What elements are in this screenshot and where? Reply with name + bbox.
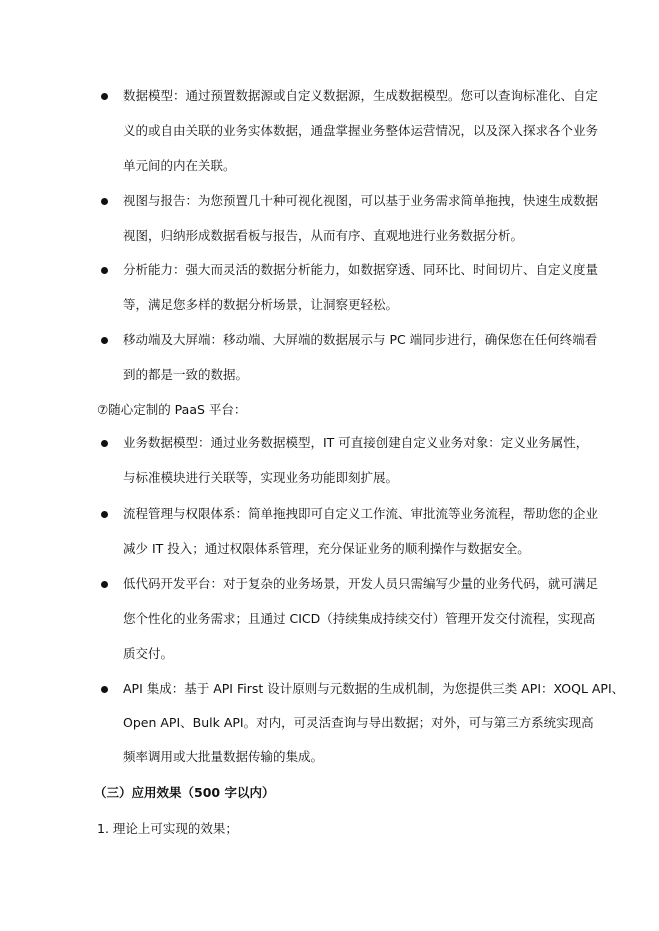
bullet-icon (101, 511, 108, 518)
subheading: 1. 理论上可实现的效果； (97, 821, 238, 836)
bullet-icon (101, 440, 108, 447)
bullet-text-line: 到的都是一致的数据。 (123, 367, 249, 382)
bullet-text-line: 移动端及大屏端：移动端、大屏端的数据展示与 PC 端同步进行，确保您在任何终端看 (123, 332, 598, 347)
bullet-text-line: 视图与报告：为您预置几十种可视化视图，可以基于业务需求简单拖拽，快速生成数据 (123, 193, 599, 208)
bullet-icon (101, 198, 108, 205)
bullet-text-line: Open API、Bulk API。对内，可灵活查询与导出数据；对外，可与第三方系统实现高 (123, 715, 594, 730)
subheading: ⑦随心定制的 PaaS 平台： (97, 402, 247, 417)
bullet-icon (101, 337, 108, 344)
bullet-icon (101, 267, 108, 274)
bullet-text-line: 频率调用或大批量数据传输的集成。 (123, 749, 324, 764)
bullet-text-line: 与标准模块进行关联等，实现业务功能即刻扩展。 (123, 470, 399, 485)
bullet-text-line: 分析能力：强大而灵活的数据分析能力，如数据穿透、同环比、时间切片、自定义度量 (123, 262, 599, 277)
bullet-text-line: 等，满足您多样的数据分析场景，让洞察更轻松。 (123, 297, 399, 312)
bullet-text-line: 低代码开发平台：对于复杂的业务场景，开发人员只需编写少量的业务代码，就可满足 (123, 576, 599, 591)
bullet-icon (101, 93, 108, 100)
bullet-text-line: 减少 IT 投入；通过权限体系管理，充分保证业务的顺利操作与数据安全。 (123, 541, 530, 556)
section-heading: （三）应用效果（500 字以内） (94, 785, 275, 800)
bullet-text-line: 单元间的内在关联。 (123, 158, 236, 173)
bullet-text-line: 业务数据模型：通过业务数据模型，IT 可直接创建自定义业务对象：定义业务属性， (123, 435, 589, 450)
bullet-text-line: 您个性化的业务需求；且通过 CICD（持续集成持续交付）管理开发交付流程，实现高 (123, 611, 596, 626)
bullet-text-line: 数据模型：通过预置数据源或自定义数据源，生成数据模型。您可以查询标准化、自定 (123, 88, 599, 103)
bullet-text-line: API 集成：基于 API First 设计原则与元数据的生成机制，为您提供三类 API：XOQL API、 (123, 681, 625, 696)
bullet-text-line: 义的或自由关联的业务实体数据，通盘掌握业务整体运营情况，以及深入探求各个业务 (123, 123, 599, 138)
bullet-icon (101, 581, 108, 588)
bullet-text-line: 质交付。 (123, 646, 174, 661)
bullet-text-line: 视图，归纳形成数据看板与报告，从而有序、直观地进行业务数据分析。 (123, 228, 524, 243)
bullet-icon (101, 686, 108, 693)
bullet-text-line: 流程管理与权限体系：简单拖拽即可自定义工作流、审批流等业务流程，帮助您的企业 (123, 506, 599, 521)
